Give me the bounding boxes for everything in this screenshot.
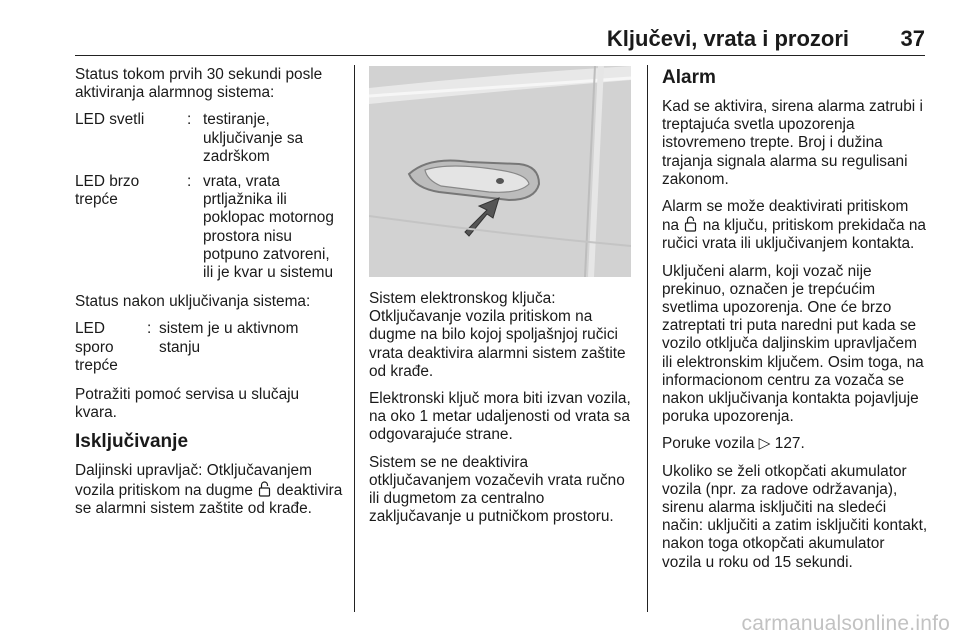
- page-header: [75, 26, 925, 56]
- list-term: LED svetli: [75, 111, 145, 129]
- door-handle-illustration: [369, 66, 631, 277]
- no-deactivation-paragraph: Sistem se ne deaktivira otključavanjem vozačevih vrata ručno ili dugmetom za centralno zaključavanje u putničkom prostoru.: [369, 453, 625, 526]
- watermark: carmanualsonline.info: [741, 612, 950, 635]
- list-separator: :: [187, 173, 192, 191]
- list-description: vrata, vrata prtljažnika ili poklopac motornog prostora nisu potpuno zatvoreni, ili je kvar u sistemu: [203, 173, 334, 282]
- reference-text: Poruke vozila: [662, 435, 755, 453]
- alarm-text-a: Alarm se može deaktivirati pritiskom na: [662, 198, 909, 235]
- chapter-title: Ključevi, vrata i prozori: [606, 26, 849, 51]
- page-number: 37: [900, 26, 925, 51]
- section-heading-deactivation: Isključivanje: [75, 431, 189, 453]
- smart-key-paragraph: Sistem elektronskog ključa: Otključavanje vozila pritiskom na dugme na bilo kojoj spoljašnjoj ručici vrata deaktivira alarmni sistem zaštite od krađe.: [369, 290, 626, 380]
- column-divider-2: [647, 65, 648, 612]
- right-column: [662, 66, 928, 581]
- status-intro: Status tokom prvih 30 sekundi posle aktiviranja alarmnog sistema:: [75, 66, 323, 102]
- list-term: LED sporo trepće: [75, 320, 118, 374]
- unlock-icon: [258, 481, 271, 497]
- remote-text-b: deaktivira se alarmni sistem zaštite od krađe.: [75, 481, 343, 517]
- led-status-list-1: [75, 111, 343, 289]
- list-separator: :: [187, 111, 192, 129]
- section-heading-alarm: Alarm: [662, 67, 716, 88]
- list-description: testiranje, uključivanje sa zadrškom: [203, 111, 304, 165]
- led-status-list-2: [75, 320, 343, 382]
- page-reference-arrow-icon: ▷: [758, 435, 771, 453]
- list-separator: :: [147, 320, 152, 338]
- key-distance-paragraph: Elektronski ključ mora biti izvan vozila, na oko 1 metar udaljenosti od vrata sa odgovarajuće strane.: [369, 390, 631, 444]
- column-divider-1: [354, 65, 355, 612]
- battery-paragraph: Ukoliko se želi otkopčati akumulator vozila (npr. za radove održavanja), sirenu alarma isključiti na sledeći način: uključiti a zatim isključiti kontakt, nakon toga otkopčati akumulator vozila u roku od 15 sekundi.: [662, 462, 928, 571]
- remote-paragraph: [75, 462, 343, 518]
- door-handle-image: [369, 66, 631, 277]
- middle-column: [369, 66, 633, 535]
- status-after-title: Status nakon uključivanja sistema:: [75, 293, 311, 311]
- list-description: sistem je u aktivnom stanju: [159, 320, 299, 356]
- list-term: LED brzo trepće: [75, 173, 140, 209]
- reference-page[interactable]: 127.: [774, 435, 805, 453]
- left-column: [75, 66, 343, 527]
- vehicle-messages-reference: [662, 435, 928, 453]
- alarm-paragraph-1: Kad se aktivira, sirena alarma zatrubi i treptajuća svetla upozorenja istovremeno trepte. Broj i dužina trajanja signala alarma su regulisani zakonom.: [662, 98, 923, 188]
- unlock-icon: [684, 216, 697, 232]
- alarm-paragraph-2: [662, 198, 928, 254]
- header-rule: [75, 55, 925, 56]
- alarm-paragraph-3: Uključeni alarm, koji vozač nije prekinuo, označen je trepćućim svetlima upozorenja. One će brzo zatreptati tri puta naredni put kada se vozilo otključa daljinskim upravljačem ili elektronskim ključem. Osim toga, na informacionom centru za vozača se nakon uključivanja kontakta pojavljuje poruka upozorenja.: [662, 262, 924, 426]
- alarm-text-b: na ključu, pritiskom prekidača na ručici vrata ili uključivanjem kontakta.: [662, 217, 926, 253]
- service-note: Potražiti pomoć servisa u slučaju kvara.: [75, 386, 300, 422]
- remote-text-a: Daljinski upravljač: Otključavanjem vozila pritiskom na dugme: [75, 462, 312, 499]
